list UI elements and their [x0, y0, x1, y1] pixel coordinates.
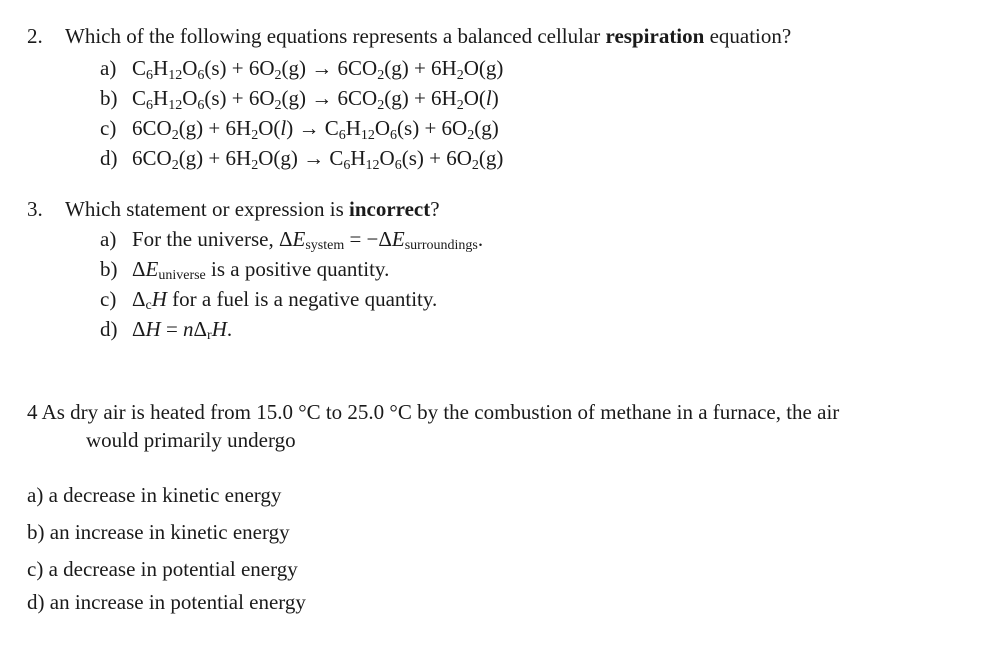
q2-option-a: a) $C_6H_{12}O_6(s) + 6O_2(g) \to 6CO_2(g) + 6H_2O(g)$: [100, 56, 504, 83]
q4-option-d: d) an increase in potential energy: [27, 590, 306, 614]
q2-stem-bold: respiration: [605, 24, 705, 48]
q4-stem-text: As dry air is heated from 15.0 °C to 25.0 °C by the combustion of methane in a furnace, the air: [41, 400, 840, 424]
q3-option-d: d) ΔH = nΔrH.: [100, 317, 233, 343]
q4-number: 4: [27, 400, 38, 424]
q3-option-a: a) For the universe, ΔEsystem = −ΔEsurroundings.: [100, 227, 484, 253]
q2-option-c: c) $6CO_2(g) + 6H_2O(l) \to C_6H_{12}O_6(s) + 6O_2(g)$: [100, 116, 499, 143]
q4-option-b: b) an increase in kinetic energy: [27, 520, 290, 544]
q3-option-c: c) ΔcH for a fuel is a negative quantity.: [100, 287, 438, 313]
q2-option-b: b) $C_6H_{12}O_6(s) + 6O_2(g) \to 6CO_2(g) + 6H_2O(l)$: [100, 86, 499, 113]
q2-stem: [27, 26, 791, 47]
q2-stem-text: Which of the following equations represents a balanced cellular: [65, 24, 601, 48]
q3-stem-end: ?: [430, 197, 440, 221]
q2-number: 2.: [27, 24, 43, 48]
q3-stem-bold: incorrect: [349, 197, 431, 221]
q3-stem: [27, 199, 440, 220]
q3-option-b: b) ΔEuniverse is a positive quantity.: [100, 257, 390, 283]
q4-option-c: c) a decrease in potential energy: [27, 557, 298, 581]
q3-stem-text: Which statement or expression is: [65, 197, 344, 221]
q4-option-a: a) a decrease in kinetic energy: [27, 483, 282, 507]
q4-stem-line1: [27, 402, 839, 423]
q2-option-d: d) $6CO_2(g) + 6H_2O(g) \to C_6H_{12}O_6(s) + 6O_2(g)$: [100, 146, 504, 173]
q4-stem-line2: would primarily undergo: [86, 428, 296, 452]
q3-number: 3.: [27, 197, 43, 221]
q2-stem-end: equation?: [709, 24, 792, 48]
